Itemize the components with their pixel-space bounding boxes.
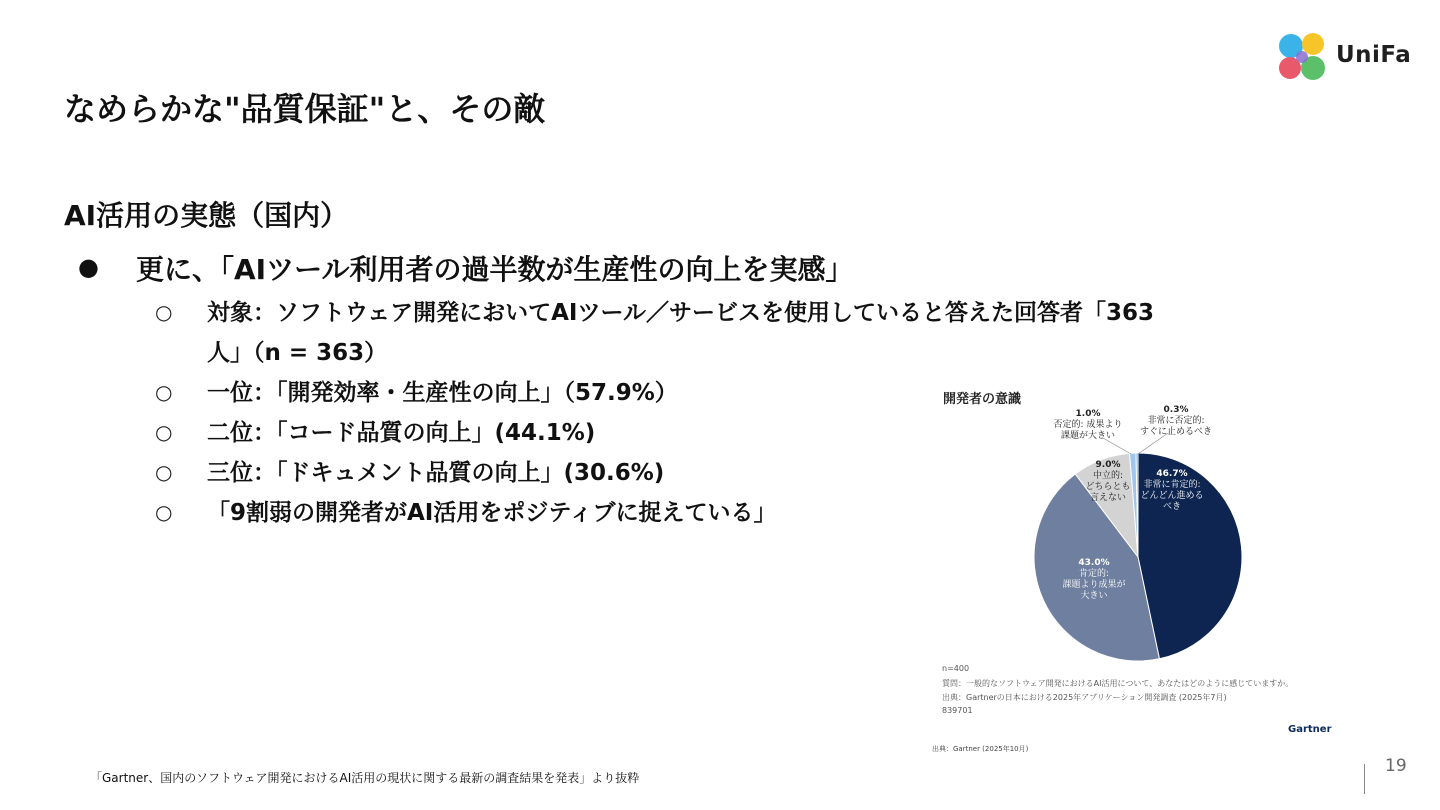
page-divider [1364, 764, 1365, 794]
gartner-logo: Gartner [1288, 724, 1332, 735]
unifa-logo [1276, 30, 1416, 86]
pie-label-2: 9.0%中立的:どちらとも言えない [1085, 460, 1131, 503]
sub-marker: ○ [155, 380, 173, 404]
bullet-marker: ● [78, 253, 99, 281]
pie-label-0: 46.7%非常に肯定的:どんどん進めるべき [1140, 469, 1204, 512]
footer-citation: 「Gartner、国内のソフトウェア開発におけるAI活用の現状に関する最新の調査結果を発表」より抜粋 [90, 771, 640, 785]
pie-chart [928, 380, 1348, 680]
page-number: 19 [1385, 756, 1407, 776]
sub-marker: ○ [155, 420, 173, 444]
sub-item-target-cont: 人」（n = 363） [207, 340, 388, 366]
sub-item-summary: 「9割弱の開発者がAI活用をポジティブに捉えている」 [207, 500, 777, 526]
sub-item-target: 対象：ソフトウェア開発においてAIツール／サービスを使用していると答えた回答者「363 [207, 300, 1154, 326]
sub-marker: ○ [155, 300, 173, 324]
chart-figure [928, 380, 1348, 760]
chart-source: 出典：Gartner (2025年10月) [932, 745, 1029, 753]
chart-note-n: n=400 [942, 664, 970, 673]
section-heading: AI活用の実態（国内） [64, 199, 349, 232]
logo-mark-icon [1276, 30, 1332, 86]
sub-marker: ○ [155, 500, 173, 524]
chart-note-source: 出典：Gartnerの日本における2025年アプリケーション開発調査 (2025年7月) [942, 693, 1227, 702]
sub-item-second: 二位：「コード品質の向上」(44.1%) [207, 420, 596, 446]
chart-note-id: 839701 [942, 706, 973, 715]
pie-label-4: 0.3%非常に否定的:すぐに止めるべき [1139, 405, 1213, 437]
sub-marker: ○ [155, 460, 173, 484]
chart-title: 開発者の意識 [943, 392, 1022, 407]
pie-label-3: 1.0%否定的: 成果より課題が大きい [1053, 409, 1123, 441]
logo-wordmark: UniFa [1336, 42, 1412, 68]
chart-note-question: 質問：一般的なソフトウェア開発におけるAI活用について、あなたはどのように感じていますか。 [942, 679, 1294, 688]
sub-item-third: 三位：「ドキュメント品質の向上」(30.6%) [207, 460, 665, 486]
sub-item-first: 一位：「開発効率・生産性の向上」（57.9%） [207, 380, 678, 406]
bullet-text: 更に、「AIツール利用者の過半数が生産性の向上を実感」 [136, 253, 854, 286]
pie-label-1: 43.0%肯定的:課題より成果が大きい [1062, 558, 1126, 601]
slide-title: なめらかな"品質保証"と、その敵 [64, 90, 546, 128]
